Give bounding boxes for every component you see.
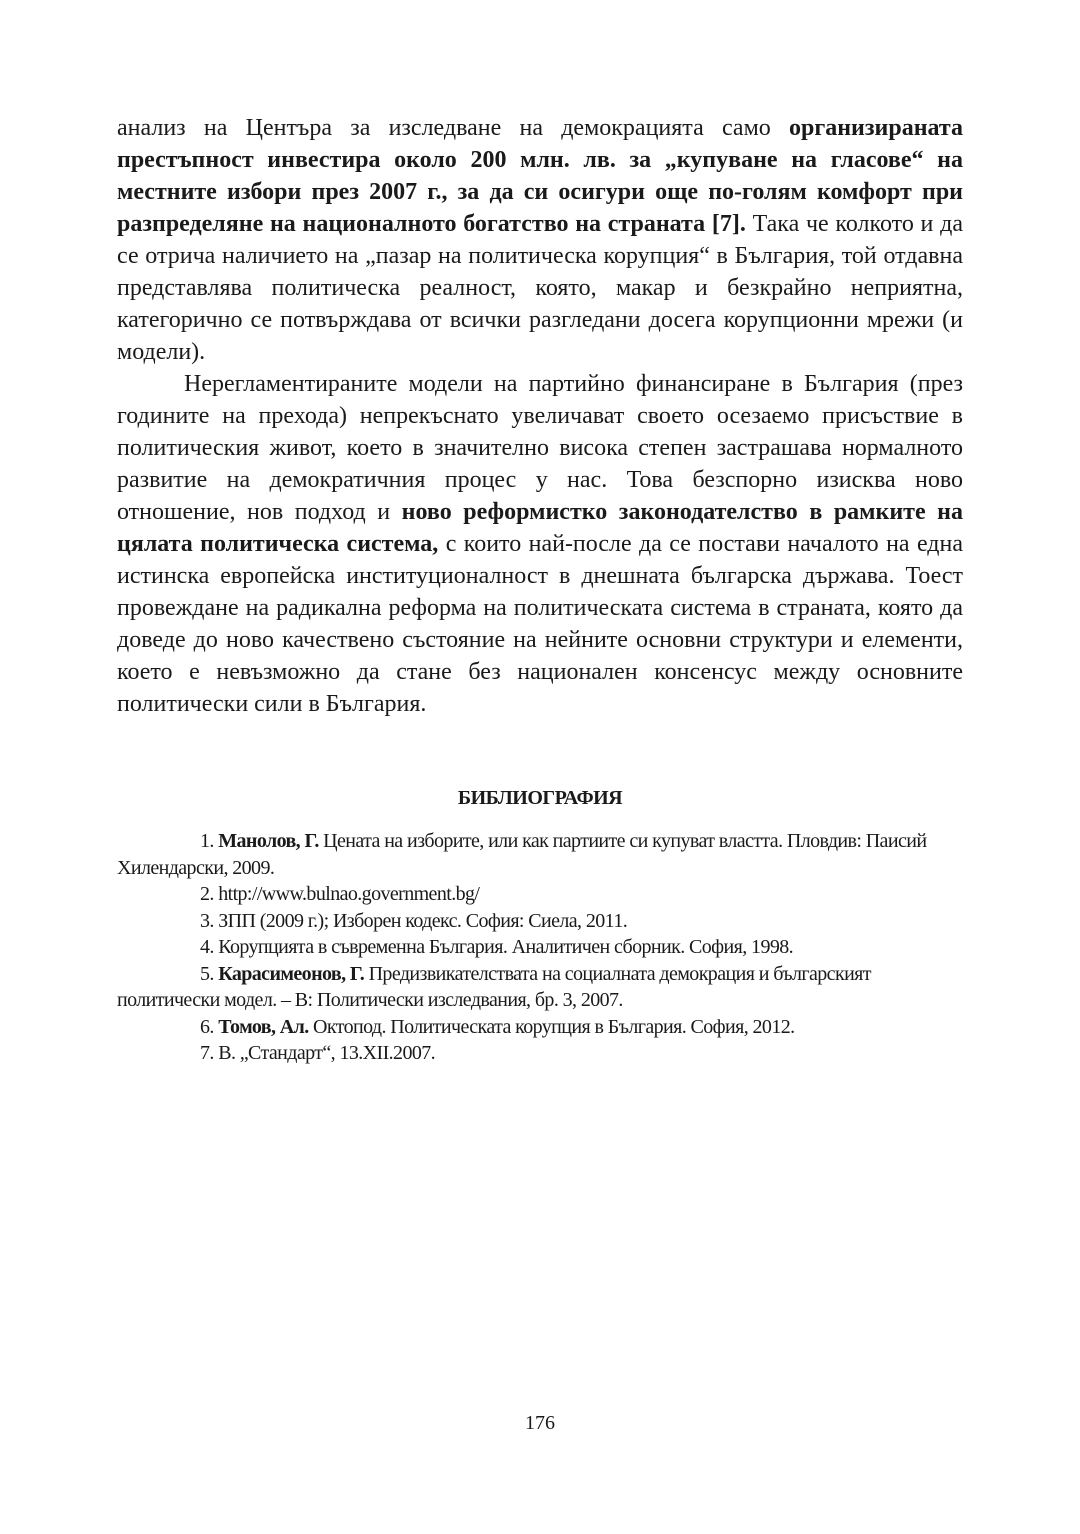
item-number: 2. <box>200 883 214 905</box>
body-paragraph-2 <box>117 368 963 720</box>
bibliography-item <box>117 828 963 881</box>
item-text: Предизвикателствата на социалната демокрация и българският политически модел. – В: Политически изследвания, бр. 3, 2007. <box>117 962 871 1011</box>
item-text: Корупцията в съвременна България. Аналитичен сборник. София, 1998. <box>218 936 794 958</box>
page-content <box>117 112 963 1067</box>
body-paragraph-1 <box>117 112 963 368</box>
page-number: 176 <box>525 1412 555 1434</box>
bibliography-item <box>117 1040 963 1067</box>
bibliography-item <box>117 908 963 935</box>
paragraph-2-text-end: с които най-после да се постави началото на една истинска европейска институционалност в днешната българска държава. Тоест провеждане на радикална реформа на политическата система в страната, която да доведе до ново качествено състояние на нейните основни структури и елементи, което е невъзможно да стане без национален консенсус между основните политически сили в България. <box>117 531 964 717</box>
item-text: В. „Стандарт“, 13.XII.2007. <box>218 1042 436 1064</box>
item-author: Манолов, Г. <box>218 830 319 852</box>
item-text: ЗПП (2009 г.); Изборен кодекс. София: Сиела, 2011. <box>218 909 628 932</box>
paragraph-2-text: Нерегламентираните модели на партийно финансиране в България (през годините на прехода) непрекъснато увеличават своето осезаемо присъствие в политическия живот, което в значително висока степен застрашава нормалното развитие на демократичния процес у нас. Това безспорно изисква ново отношение, нов подход и <box>117 371 963 525</box>
item-text: Октопод. Политическата корупция в България. София, 2012. <box>313 1015 795 1038</box>
item-text: http://www.bulnao.government.bg/ <box>218 883 480 905</box>
bibliography-item <box>117 1014 963 1041</box>
bibliography-item <box>117 934 963 961</box>
bibliography-item <box>117 961 963 1014</box>
item-number: 3. <box>200 909 214 932</box>
item-number: 7. <box>200 1042 214 1064</box>
item-author: Томов, Ал. <box>218 1015 309 1038</box>
bibliography-list <box>117 828 963 1067</box>
item-number: 1. <box>200 830 214 852</box>
item-text: Цената на изборите, или как партиите си купуват властта. Пловдив: Паисий Хилендарски, 2009. <box>117 830 927 879</box>
paragraph-1-text-end: Така че колкото и да се отрича наличието на „пазар на политическа корупция“ в България, той отдавна представлява политическа реалност, която, макар и безкрайно неприятна, категорично се потвърждава от всички разгледани досега корупционни мрежи (и модели). <box>117 211 963 365</box>
item-number: 5. <box>200 962 214 985</box>
paragraph-2-bold-text: ново реформистко законодателство в рамките на цялата политическа система, <box>117 499 963 557</box>
paragraph-1-bold-text: организираната престъпност инвестира около 200 млн. лв. за „купуване на гласове“ на местните избори през 2007 г., за да си осигури още по-голям комфорт при разпределяне на националното богатство на страната [7]. <box>117 115 963 237</box>
bibliography-title: БИБЛИОГРАФИЯ <box>457 787 623 809</box>
bibliography-item <box>117 881 963 908</box>
item-number: 4. <box>200 936 214 958</box>
item-author: Карасимеонов, Г. <box>218 962 365 985</box>
paragraph-1-text: анализ на Центъра за изследване на демокрацията само <box>117 115 789 141</box>
item-number: 6. <box>200 1015 214 1038</box>
